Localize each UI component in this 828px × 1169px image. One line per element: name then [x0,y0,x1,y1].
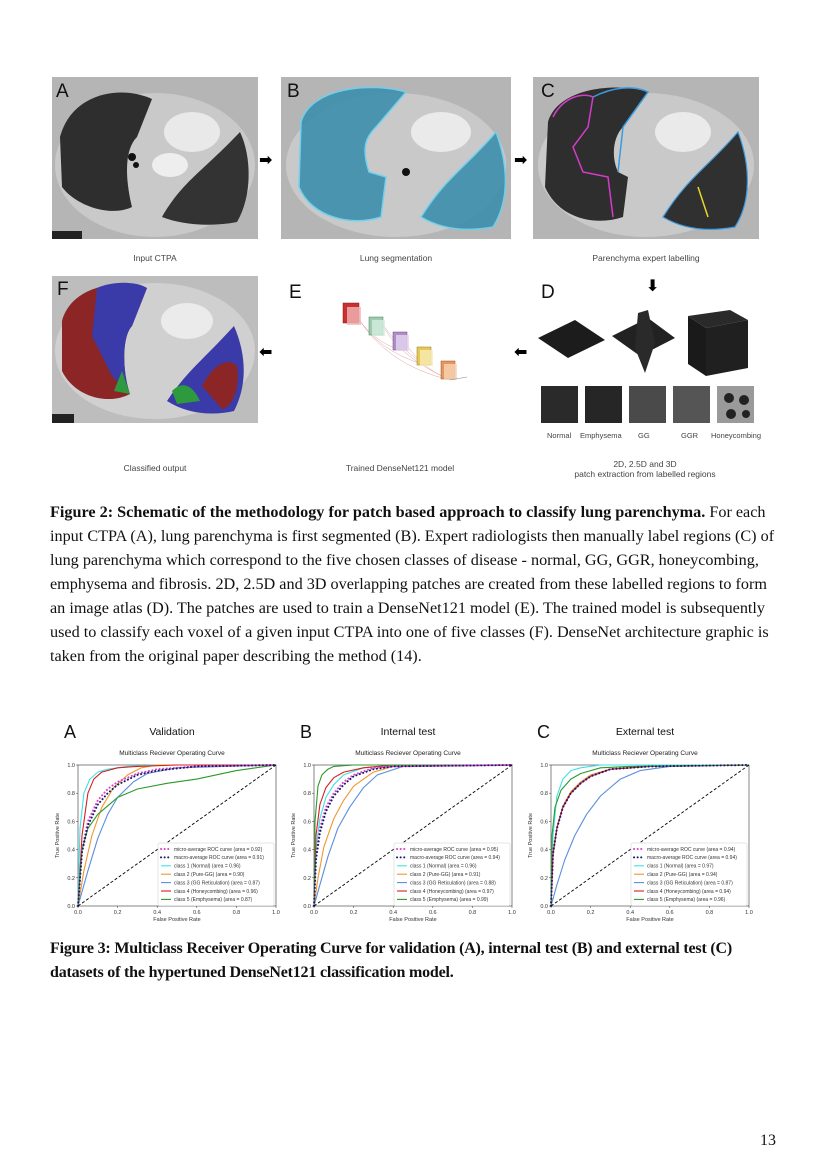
svg-text:True Positive Rate: True Positive Rate [528,812,534,859]
roc-plot [288,722,528,928]
arrow-left-icon: ⬅ [259,342,273,361]
svg-text:0.2: 0.2 [67,875,75,882]
legend-entry: class 2 (Pure-GG) (area = 0.90) [174,872,245,878]
svg-text:0.4: 0.4 [153,910,162,916]
panel-d-patch-shapes [530,308,760,378]
svg-text:0.8: 0.8 [67,791,75,798]
roc-plot [52,722,292,928]
svg-text:False Positive Rate: False Positive Rate [389,917,437,923]
figure-3-caption: Figure 3: Multiclass Receiver Operating Curve for validation (A), internal test (B) and external test (C) datasets of the hypertuned DenseNet121 classification model. [50,940,732,981]
svg-text:0.0: 0.0 [310,910,318,916]
legend-entry: class 3 (GG Reticulation) (area = 0.88) [410,880,496,887]
legend-entry: class 4 (Honeycombing) (area = 0.96) [174,888,258,895]
panel-letter-f: F [57,279,69,300]
svg-text:0.6: 0.6 [303,819,311,826]
chart-panel-letter: A [64,722,77,742]
roc-chart-b [288,722,528,923]
arrow-left-icon: ⬅ [514,342,528,361]
svg-text:0.0: 0.0 [540,904,548,910]
svg-text:True Positive Rate: True Positive Rate [291,812,297,859]
svg-text:0.6: 0.6 [192,910,201,916]
svg-text:0.6: 0.6 [67,819,75,826]
roc-plot [525,722,765,928]
svg-text:1.0: 1.0 [303,763,311,769]
panel-c-caption: Parenchyma expert labelling [592,253,700,263]
svg-text:0.4: 0.4 [389,910,398,916]
chart-title: Multiclass Reciever Operating Curve [355,750,461,757]
legend-entry: class 5 (Emphysema) (area = 0.87) [174,897,253,904]
legend-entry: class 1 (Normal) (area = 0.96) [410,863,477,870]
svg-text:1.0: 1.0 [272,910,280,916]
panel-e-densenet-diagram [335,295,470,395]
legend-entry: class 1 (Normal) (area = 0.97) [647,863,714,870]
patch-label-gg: GG [638,431,650,440]
figure-2-caption-title: Figure 2: Schematic of the methodology for patch based approach to classify lung parenchyma. [50,503,706,521]
figure-2-caption [50,500,785,668]
patch-thumbnails [541,386,756,424]
chart-subtitle: External test [615,726,675,738]
patch-label-honeycombing: Honeycombing [711,431,762,440]
svg-text:False Positive Rate: False Positive Rate [153,917,201,923]
svg-text:0.0: 0.0 [74,910,82,916]
panel-a-caption: Input CTPA [133,253,177,263]
legend-entry: class 3 (GG Reticulation) (area = 0.87) [174,880,260,887]
panel-f-classified-image [52,276,258,423]
chart-subtitle: Validation [149,726,195,738]
figure-2-caption-body: For each input CTPA (A), lung parenchyma is first segmented (B). Expert radiologists then manually label regions (C) of lung parenchyma which correspond to the five chosen classes of disease - normal, GG, GGR, honeycombing, emphysema and fibrosis. 2D, 2.5D and 3D overlapping patches are created from these labelled regions to form an image atlas (D). The patches are used to train a DenseNet121 model (E). The trained model is subsequently used to classify each voxel of a given input CTPA into one of five classes (F). DenseNet architecture graphic is taken from the original paper describing the method (14). [50,503,775,665]
legend-entry: class 1 (Normal) (area = 0.96) [174,863,241,870]
svg-text:0.2: 0.2 [540,875,548,882]
arrow-down-icon: ⬇ [646,276,660,295]
svg-text:0.8: 0.8 [468,910,477,916]
svg-text:0.4: 0.4 [540,847,548,854]
svg-text:0.6: 0.6 [540,819,548,826]
panel-a-ct-image [52,77,258,239]
legend-entry: macro-average ROC curve (area = 0.94) [410,855,500,862]
legend-entry: class 3 (GG Reticulation) (area = 0.87) [647,880,733,887]
svg-text:0.0: 0.0 [547,910,555,916]
svg-text:0.4: 0.4 [67,847,75,854]
panel-letter-e: E [289,282,302,303]
panel-c-labelling-image [533,77,759,239]
arrow-right-icon: ➡ [514,150,528,169]
svg-text:0.2: 0.2 [303,875,311,882]
panel-letter-b: B [287,81,300,102]
svg-text:0.8: 0.8 [232,910,241,916]
panel-f-caption: Classified output [123,463,187,473]
chart-title: Multiclass Reciever Operating Curve [592,750,698,757]
roc-chart-c [525,722,765,923]
legend-entry: macro-average ROC curve (area = 0.91) [174,855,264,862]
svg-text:0.4: 0.4 [303,847,311,854]
svg-text:1.0: 1.0 [67,763,75,769]
svg-text:0.0: 0.0 [67,904,75,910]
svg-text:0.0: 0.0 [303,904,311,910]
svg-text:0.4: 0.4 [626,910,635,916]
legend-entry: micro-average ROC curve (area = 0.95) [410,846,499,853]
panel-letter-c: C [541,81,555,102]
svg-text:0.8: 0.8 [303,791,311,798]
legend-entry: class 2 (Pure-GG) (area = 0.94) [647,872,718,878]
legend-entry: macro-average ROC curve (area = 0.94) [647,855,737,862]
arrow-right-icon: ➡ [259,150,273,169]
legend-entry: class 2 (Pure-GG) (area = 0.91) [410,872,481,878]
svg-text:1.0: 1.0 [540,763,548,769]
chart-title: Multiclass Reciever Operating Curve [119,750,225,757]
panel-b-caption: Lung segmentation [359,253,433,263]
svg-text:True Positive Rate: True Positive Rate [55,812,61,859]
svg-text:0.8: 0.8 [705,910,714,916]
patch-label-emphysema: Emphysema [580,431,622,440]
svg-text:False Positive Rate: False Positive Rate [626,917,674,923]
legend-entry: micro-average ROC curve (area = 0.92) [174,846,263,853]
panel-d-caption-line2: patch extraction from labelled regions [574,469,716,479]
svg-text:0.8: 0.8 [540,791,548,798]
svg-text:0.6: 0.6 [665,910,674,916]
chart-panel-letter: B [300,722,313,742]
legend-entry: class 4 (Honeycombing) (area = 0.97) [410,888,494,895]
svg-text:0.2: 0.2 [349,910,358,916]
panel-b-segmentation-image [281,77,511,239]
legend-entry: class 4 (Honeycombing) (area = 0.94) [647,888,731,895]
page-number: 13 [760,1132,776,1149]
svg-text:0.2: 0.2 [113,910,122,916]
panel-letter-d: D [541,282,555,303]
svg-text:0.2: 0.2 [586,910,595,916]
chart-subtitle: Internal test [380,726,436,738]
svg-text:1.0: 1.0 [745,910,753,916]
panel-letter-a: A [56,81,69,102]
panel-d-caption-line1: 2D, 2.5D and 3D [613,459,677,469]
chart-panel-letter: C [537,722,550,742]
legend-entry: micro-average ROC curve (area = 0.94) [647,846,736,853]
svg-text:1.0: 1.0 [508,910,516,916]
patch-label-normal: Normal [547,431,572,440]
svg-text:0.6: 0.6 [428,910,437,916]
legend-entry: class 5 (Emphysema) (area = 0.96) [647,897,726,904]
legend-entry: class 5 (Emphysema) (area = 0.99) [410,897,489,904]
panel-e-caption: Trained DenseNet121 model [345,463,455,473]
patch-label-ggr: GGR [681,431,699,440]
roc-chart-a [52,722,292,923]
